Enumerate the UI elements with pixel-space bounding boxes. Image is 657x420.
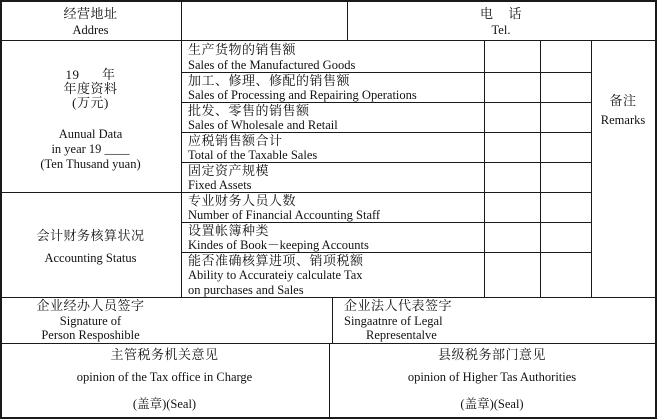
- annual-row-3-en: Sales of Wholesale and Retail: [188, 118, 338, 132]
- annual-row-2-zh: 加工、修理、修配的销售额: [188, 73, 351, 88]
- annual-row-1-en: Sales of the Manufactured Goods: [188, 58, 356, 72]
- remarks-label-en: Remarks: [600, 113, 646, 127]
- phone-label-en: Tel.: [491, 23, 511, 37]
- rule-col-signatures: [332, 297, 333, 343]
- rule-col-label: [181, 0, 182, 297]
- phone-label-zh: 电 话: [479, 6, 522, 21]
- accounting-row-3-en: Ability to Accurateiy calculate Tax: [188, 268, 363, 282]
- tax-office-opinion-en: opinion of the Tax office in Charge: [76, 370, 253, 384]
- accounting-row-2-zh: 设置帐簿种类: [188, 223, 270, 238]
- accounting-label-zh: 会计财务核算状况: [36, 228, 145, 243]
- annual-row-3-zh: 批发、零售的销售额: [188, 103, 310, 118]
- legal-signature-zh: 企业法人代表签字: [344, 298, 453, 313]
- legal-signature-en1: Singaatnre of Legal: [344, 314, 443, 328]
- annual-row-5-zh: 固定资产规模: [188, 163, 270, 178]
- person-signature-zh: 企业经办人员签字: [36, 298, 145, 313]
- address-label-en: Addres: [72, 23, 109, 37]
- border-top: [0, 0, 657, 2]
- person-signature-en2: Person Resposhible: [41, 328, 140, 342]
- higher-authority-opinion-en: opinion of Higher Tas Authorities: [407, 370, 577, 384]
- annual-row-4-en: Total of the Taxable Sales: [188, 148, 318, 162]
- annual-year-zh: 19 年: [65, 67, 116, 82]
- seal-left: (盖章)(Seal): [132, 397, 197, 411]
- annual-unit-en: (Ten Thusand yuan): [40, 157, 141, 171]
- accounting-row-3-en2: on purchases and Sales: [188, 283, 304, 297]
- annual-row-1-zh: 生产货物的销售额: [188, 42, 297, 57]
- annual-year-en: in year 19 ____: [51, 142, 130, 156]
- rule-col-values-2: [540, 40, 541, 297]
- rule-col-remarks: [591, 40, 592, 297]
- annual-title-zh: 年度资料: [63, 81, 118, 96]
- annual-unit-zh: (万元): [72, 95, 109, 110]
- annual-row-5-en: Fixed Assets: [188, 178, 252, 192]
- tax-office-opinion-zh: 主管税务机关意见: [110, 347, 219, 362]
- accounting-row-3-zh: 能否准确核算进项、销项税额: [188, 253, 364, 268]
- seal-right: (盖章)(Seal): [460, 397, 524, 411]
- annual-title-en: Aunual Data: [58, 127, 123, 141]
- higher-authority-opinion-zh: 县级税务部门意见: [437, 347, 546, 362]
- accounting-row-1-zh: 专业财务人员人数: [188, 193, 297, 208]
- accounting-row-1-en: Number of Financial Accounting Staff: [188, 208, 381, 222]
- rule-col-values-1: [484, 40, 485, 297]
- annual-row-2-en: Sales of Processing and Repairing Operations: [188, 88, 417, 102]
- accounting-label-en: Accounting Status: [44, 251, 137, 265]
- person-signature-en1: Signature of: [59, 314, 122, 328]
- legal-signature-en2: Representalve: [366, 328, 437, 342]
- accounting-row-2-en: Kindes of Book－keeping Accounts: [188, 238, 369, 252]
- address-label-zh: 经营地址: [63, 6, 118, 21]
- remarks-label-zh: 备注: [609, 93, 637, 108]
- rule-header-bottom: [0, 40, 657, 41]
- annual-row-4-zh: 应税销售额合计: [188, 133, 283, 148]
